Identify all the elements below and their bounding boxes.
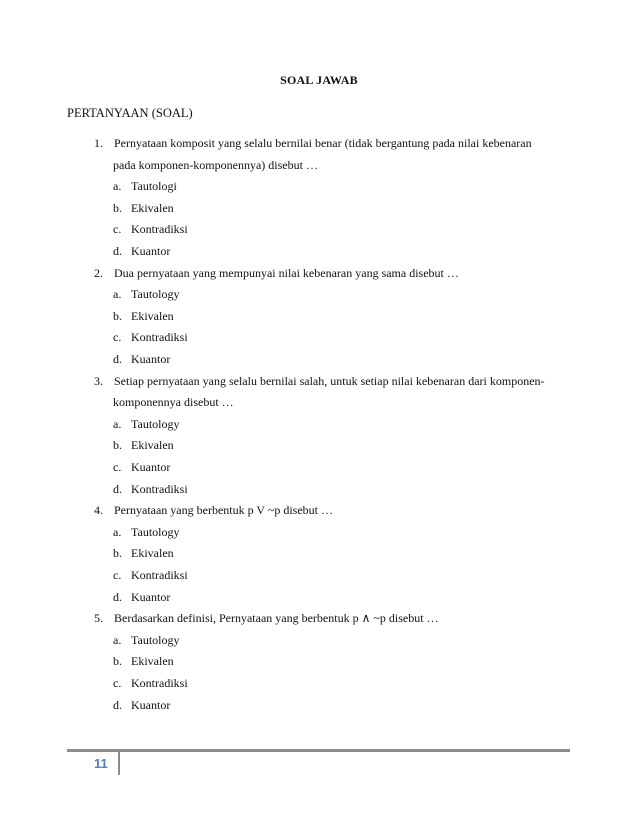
option-text: Ekivalen <box>131 308 174 323</box>
question-number: 4. <box>94 503 103 518</box>
option-text: Kontradiksi <box>131 568 188 582</box>
option-text: Ekivalen <box>131 546 174 561</box>
answer-option <box>113 590 170 605</box>
answer-option <box>113 330 188 345</box>
question-line: Pernyataan yang berbentuk p V ~p disebut … <box>114 503 334 518</box>
answer-option <box>113 482 188 497</box>
answer-option <box>113 676 188 691</box>
option-text: Tautology <box>131 632 180 647</box>
option-text: Ekivalen <box>131 438 174 453</box>
question-line: Dua pernyataan yang mempunyai nilai kebenaran yang sama disebut … <box>114 265 459 280</box>
question-text <box>94 266 459 281</box>
option-letter: b. <box>113 438 122 453</box>
option-letter: c. <box>113 330 122 345</box>
answer-option <box>113 654 174 669</box>
option-text: Kuantor <box>131 697 171 712</box>
page-number: 11 <box>94 756 108 771</box>
question-text <box>94 611 439 626</box>
question-number: 2. <box>94 265 103 280</box>
answer-option <box>113 568 188 583</box>
option-letter: d. <box>113 481 122 496</box>
option-letter: a. <box>113 524 122 539</box>
question-number: 3. <box>94 373 103 388</box>
option-letter: a. <box>113 287 122 302</box>
question-line: Pernyataan komposit yang selalu bernilai benar (tidak bergantung pada nilai kebenaran <box>114 136 532 150</box>
option-text: Kontradiksi <box>131 676 188 690</box>
footer-divider <box>118 752 120 775</box>
footer-rule <box>67 749 570 752</box>
answer-option <box>113 698 170 713</box>
answer-option <box>113 287 180 302</box>
question-text <box>94 136 532 151</box>
answer-option <box>113 244 170 259</box>
question-text <box>94 374 545 389</box>
option-text: Kontradiksi <box>131 222 188 237</box>
answer-option <box>113 460 170 475</box>
option-letter: a. <box>113 179 122 194</box>
option-text: Tautology <box>131 524 180 539</box>
option-letter: a. <box>113 416 122 431</box>
option-letter: d. <box>113 244 122 258</box>
answer-option <box>113 417 180 432</box>
question-number: 1. <box>94 136 103 150</box>
question-line: pada komponen-komponennya) disebut … <box>113 157 318 172</box>
option-letter: c. <box>113 568 122 582</box>
option-letter: d. <box>113 697 122 712</box>
question-line: Berdasarkan definisi, Pernyataan yang berbentuk p ∧ ~p disebut … <box>114 611 439 626</box>
question-text <box>94 503 333 518</box>
option-letter: c. <box>113 222 122 237</box>
option-text: Kuantor <box>131 352 171 366</box>
option-letter: d. <box>113 589 122 604</box>
option-text: Kuantor <box>131 589 171 604</box>
answer-option <box>113 633 180 648</box>
option-text: Ekivalen <box>131 200 174 215</box>
answer-option <box>113 352 170 367</box>
answer-option <box>113 309 174 324</box>
option-text: Kontradiksi <box>131 330 188 345</box>
answer-option <box>113 201 174 216</box>
option-letter: d. <box>113 352 122 366</box>
option-text: Tautologi <box>131 179 177 194</box>
option-text: Tautology <box>131 416 180 431</box>
option-letter: b. <box>113 654 122 669</box>
answer-option <box>113 438 174 453</box>
question-line: komponennya disebut … <box>113 395 234 410</box>
option-letter: b. <box>113 546 122 561</box>
answer-option <box>113 546 174 561</box>
answer-option <box>113 222 188 237</box>
question-number: 5. <box>94 611 103 626</box>
section-heading: PERTANYAAN (SOAL) <box>67 106 193 120</box>
option-letter: b. <box>113 200 122 215</box>
answer-option <box>113 179 177 194</box>
option-letter: c. <box>113 460 122 474</box>
option-text: Kuantor <box>131 244 171 258</box>
option-text: Kontradiksi <box>131 481 188 496</box>
answer-option <box>113 525 180 540</box>
question-line: Setiap pernyataan yang selalu bernilai salah, untuk setiap nilai kebenaran dari komponen- <box>114 373 545 388</box>
option-text: Tautology <box>131 287 180 302</box>
option-letter: b. <box>113 308 122 323</box>
page-title: SOAL JAWAB <box>280 73 358 87</box>
option-text: Ekivalen <box>131 654 174 669</box>
option-letter: c. <box>113 676 122 690</box>
option-text: Kuantor <box>131 460 171 474</box>
option-letter: a. <box>113 632 122 647</box>
